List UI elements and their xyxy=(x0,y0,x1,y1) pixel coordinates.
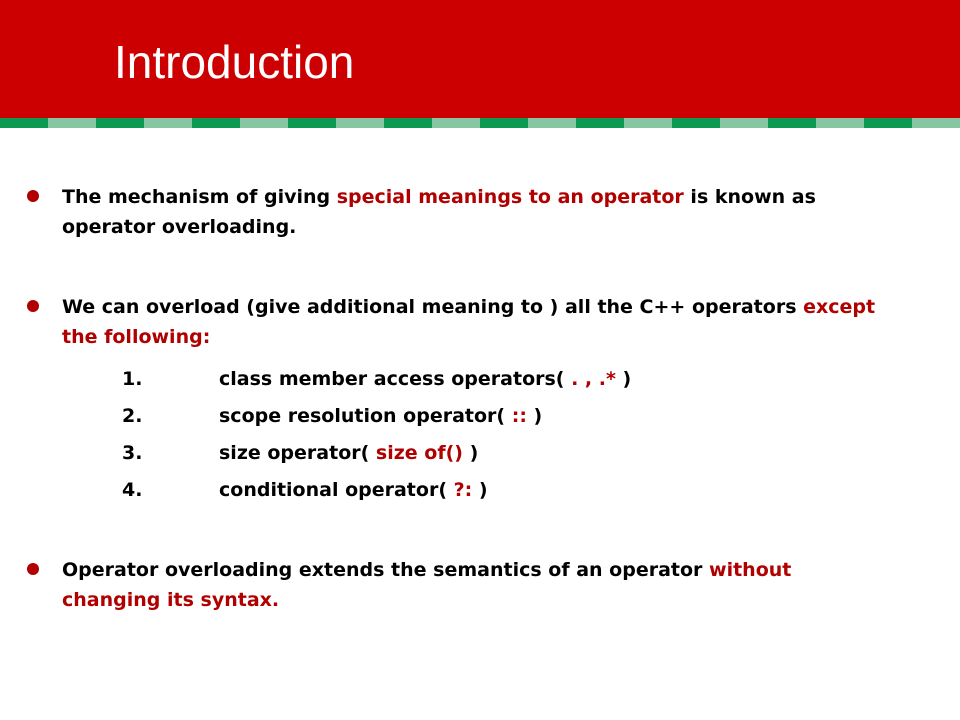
exception-operator: . , .* xyxy=(571,368,616,390)
exception-text-end: ) xyxy=(463,442,479,464)
bullet-dot-icon xyxy=(27,190,39,202)
exception-text: class member access operators( xyxy=(219,368,572,390)
exception-text-end: ) xyxy=(615,368,632,390)
bullet-1 xyxy=(62,182,892,242)
bullet-dot-icon xyxy=(27,563,39,575)
exception-number: 2. xyxy=(122,405,143,427)
exception-number: 4. xyxy=(122,479,143,501)
exception-item xyxy=(219,475,919,505)
bullet-1-text-end: is known as operator overloading. xyxy=(62,186,816,238)
exception-operator: ?: xyxy=(453,479,473,501)
exception-number: 3. xyxy=(122,442,143,464)
bullet-dot-icon xyxy=(27,300,39,312)
decorative-stripe xyxy=(0,118,960,128)
title-bar xyxy=(0,0,960,118)
exception-item xyxy=(219,364,919,394)
exception-text: conditional operator( xyxy=(219,479,454,501)
exception-operator: size of() xyxy=(375,442,463,464)
exception-text-end: ) xyxy=(526,405,543,427)
exception-number: 1. xyxy=(122,368,143,390)
exception-operator: :: xyxy=(511,405,527,427)
exception-item xyxy=(219,401,919,431)
bullet-2-highlight: except the following: xyxy=(62,296,876,348)
exception-text-end: ) xyxy=(472,479,488,501)
exception-text: scope resolution operator( xyxy=(219,405,512,427)
exception-text: size operator( xyxy=(219,442,376,464)
bullet-1-text: The mechanism of giving xyxy=(62,186,337,208)
bullet-3-highlight: without changing its syntax. xyxy=(62,559,792,611)
exception-item xyxy=(219,438,919,468)
bullet-3-text: Operator overloading extends the semantics of an operator xyxy=(62,559,710,581)
bullet-1-highlight: special meanings to an operator xyxy=(336,186,684,208)
bullet-2-text: We can overload (give additional meaning to ) all the C++ operators xyxy=(62,296,804,318)
slide-title: Introduction xyxy=(114,36,355,88)
bullet-3 xyxy=(62,555,892,615)
bullet-2 xyxy=(62,292,892,352)
